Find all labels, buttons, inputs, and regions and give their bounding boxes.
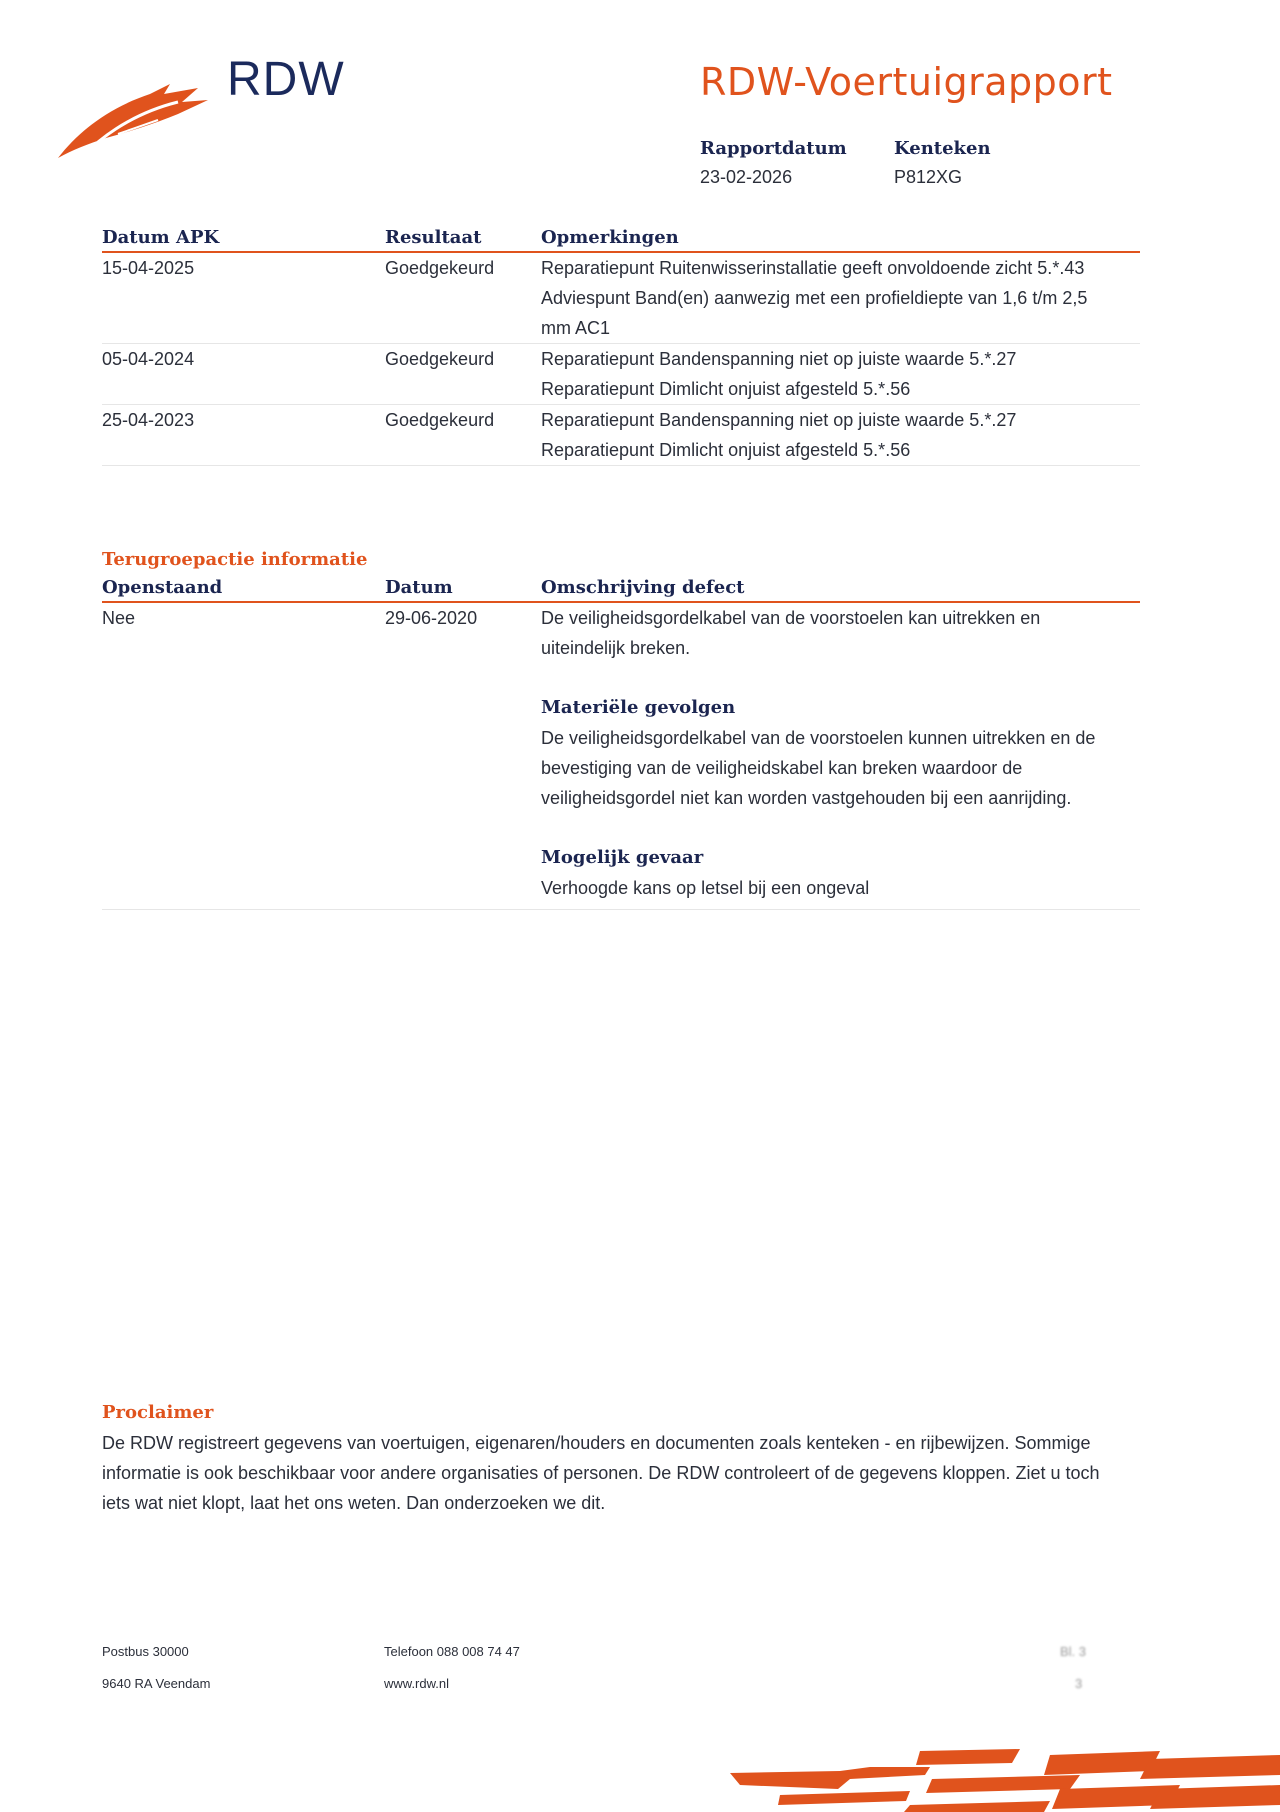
report-date: 23-02-2026 [700,167,793,187]
apk-remark: Reparatiepunt Dimlicht onjuist afgesteld 5.*.56 [541,440,911,460]
footer-page-number: Bl. 3 [1060,1644,1087,1659]
apk-header-remarks: Opmerkingen [541,227,679,248]
rdw-logo-icon [58,80,208,162]
apk-table [102,223,1140,466]
apk-remark: Adviespunt Band(en) aanwezig met een profieldiepte van 1,6 t/m 2,5 mm AC1 [541,288,1088,338]
apk-header-result: Resultaat [385,227,482,248]
consequences-text: De veiligheidsgordelkabel van de voorstoelen kunnen uitrekken en de bevestiging van de veiligheidskabel kan breken waardoor de veiligheidsgordel niet kan worden vastgehouden bij een aanrijding. [541,728,1096,808]
danger-text: Verhoogde kans op letsel bij een ongeval [541,878,870,898]
recall-defect: De veiligheidsgordelkabel van de voorstoelen kan uitrekken en uiteindelijk breken. [541,608,1041,658]
danger-title: Mogelijk gevaar [541,847,704,868]
recall-header-defect: Omschrijving defect [541,577,745,598]
plate-value: P812XG [894,167,963,187]
recall-section-title: Terugroepactie informatie [102,549,368,570]
recall-header-open: Openstaand [102,577,223,598]
apk-remark: Reparatiepunt Bandenspanning niet op juiste waarde 5.*.27 [541,410,1017,430]
footer-website[interactable]: www.rdw.nl [384,1676,450,1691]
report-title: RDW-Voertuigrapport [700,60,1113,104]
recall-table [102,573,1140,910]
apk-remark: Reparatiepunt Ruitenwisserinstallatie geeft onvoldoende zicht 5.*.43 [541,258,1085,278]
apk-date: 25-04-2023 [102,410,195,430]
disclaimer-title: Proclaimer [102,1402,214,1423]
apk-date: 15-04-2025 [102,258,195,278]
table-row [102,405,1140,466]
decorative-stripes-icon [720,1745,1280,1812]
recall-table-header [102,573,1140,603]
apk-remark: Reparatiepunt Dimlicht onjuist afgesteld 5.*.56 [541,379,911,399]
table-row [102,603,1140,910]
plate-label: Kenteken [894,138,991,159]
footer-page-id: 3 [1075,1676,1083,1691]
disclaimer-text: De RDW registreert gegevens van voertuigen, eigenaren/houders en documenten zoals kenteken - en rijbewijzen. Sommige informatie is ook beschikbaar voor andere organisaties of personen. De RDW controleert of de gegevens kloppen. Ziet u toch iets wat niet klopt, laat het ons weten. Dan onderzoeken we dit. [102,1433,1100,1513]
table-row [102,253,1140,344]
footer-address-2: 9640 RA Veendam [102,1676,211,1691]
recall-header-date: Datum [385,577,453,598]
report-date-label: Rapportdatum [700,138,847,159]
footer-address-1: Postbus 30000 [102,1644,189,1659]
footer-phone: Telefoon 088 008 74 47 [384,1644,520,1659]
logo-text: RDW [227,53,345,106]
apk-result: Goedgekeurd [385,258,495,278]
apk-remark: Reparatiepunt Bandenspanning niet op juiste waarde 5.*.27 [541,349,1017,369]
apk-header-date: Datum APK [102,227,220,248]
consequences-title: Materiële gevolgen [541,697,736,718]
recall-date: 29-06-2020 [385,608,478,628]
recall-open: Nee [102,608,136,628]
table-row [102,344,1140,405]
apk-result: Goedgekeurd [385,410,495,430]
apk-date: 05-04-2024 [102,349,195,369]
apk-table-header [102,223,1140,253]
apk-result: Goedgekeurd [385,349,495,369]
